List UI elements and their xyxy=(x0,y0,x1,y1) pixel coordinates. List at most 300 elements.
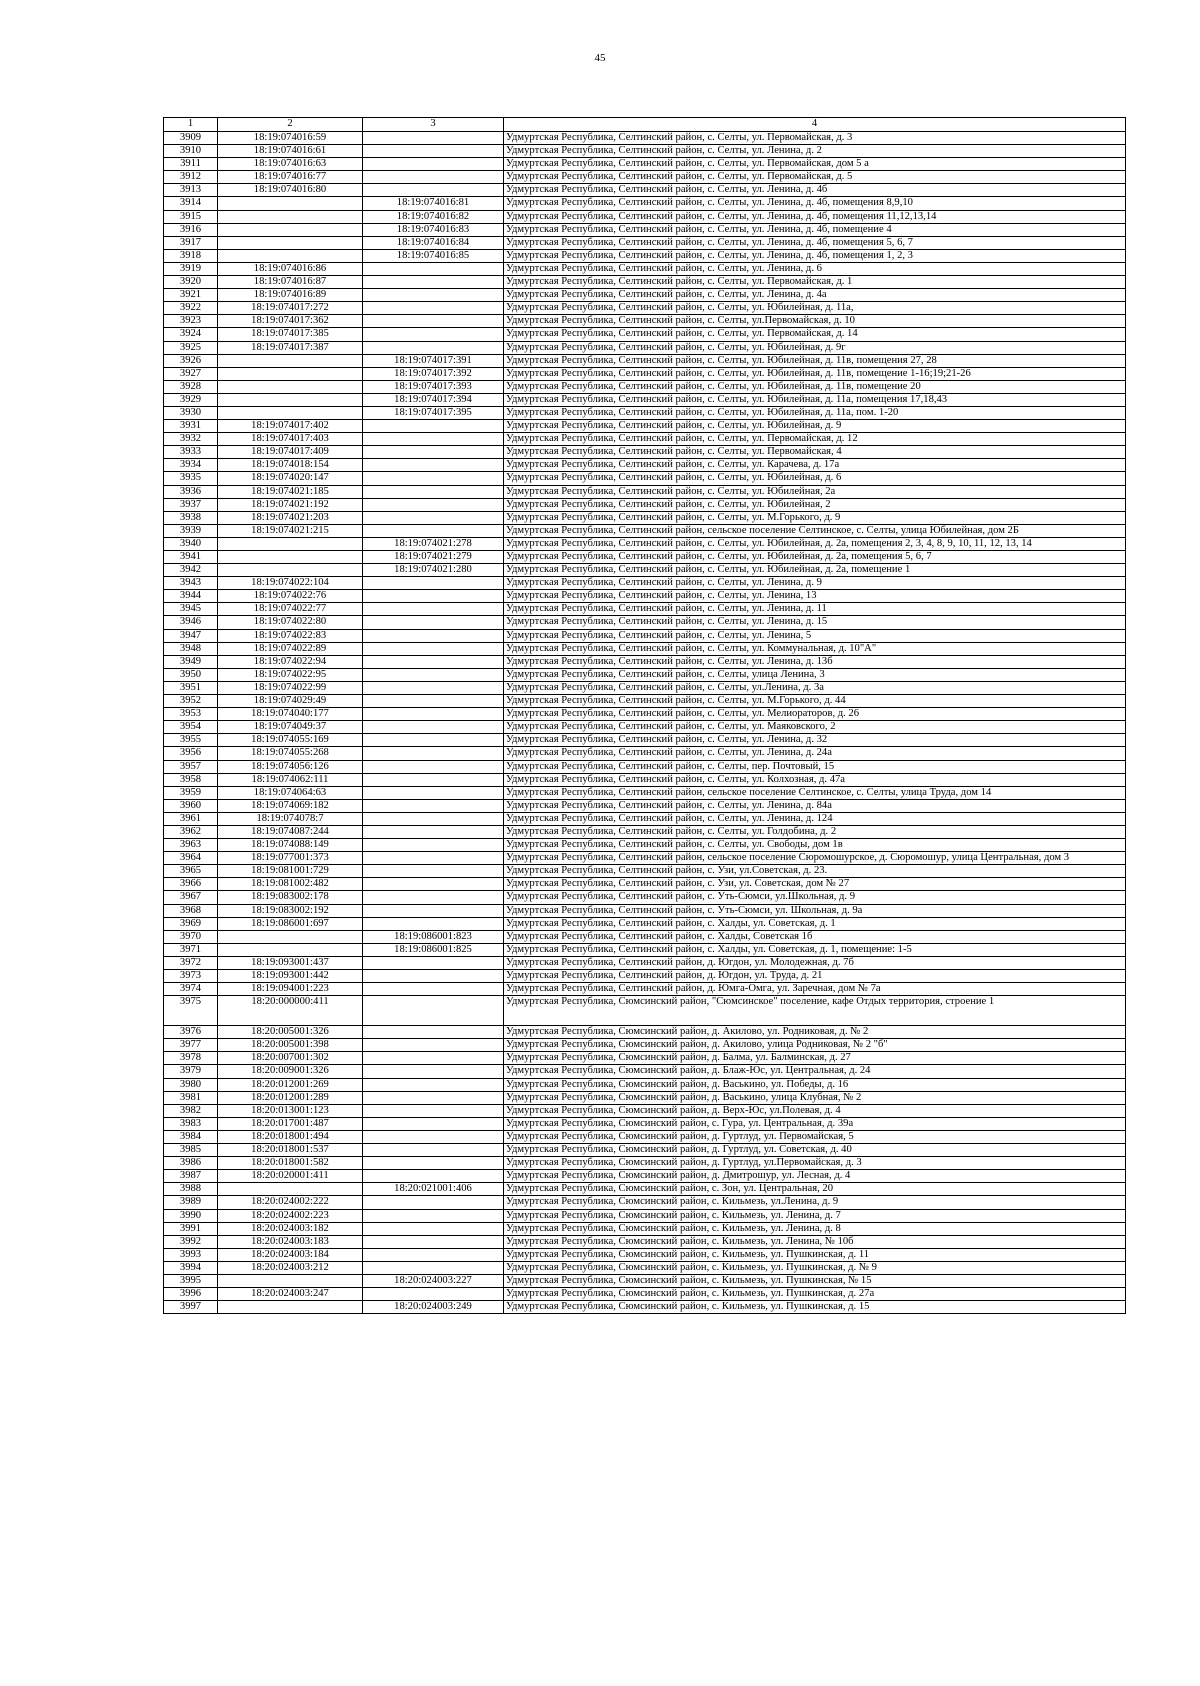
cadastral-number-premises-cell xyxy=(363,721,504,734)
row-number-cell: 3993 xyxy=(164,1248,218,1261)
address-cell: Удмуртская Республика, Селтинский район, с. Селты, ул. Ленина, д. 4б, помещения 1, 2, 3 xyxy=(504,249,1126,262)
cadastral-number-premises-cell xyxy=(363,812,504,825)
cadastral-number-land-cell xyxy=(218,551,363,564)
cadastral-number-land-cell xyxy=(218,393,363,406)
row-number-cell: 3965 xyxy=(164,865,218,878)
cadastral-number-premises-cell xyxy=(363,276,504,289)
address-cell: Удмуртская Республика, Сюмсинский район, д. Дмитрошур, ул. Лесная, д. 4 xyxy=(504,1170,1126,1183)
cadastral-number-land-cell: 18:20:005001:326 xyxy=(218,1026,363,1039)
cadastral-number-premises-cell xyxy=(363,459,504,472)
cadastral-number-land-cell: 18:19:074064:63 xyxy=(218,786,363,799)
cadastral-number-premises-cell xyxy=(363,891,504,904)
row-number-cell: 3963 xyxy=(164,839,218,852)
cadastral-number-premises-cell xyxy=(363,983,504,996)
cadastral-number-premises-cell xyxy=(363,970,504,983)
address-cell: Удмуртская Республика, Селтинский район, с. Селты, ул. Юбилейная, д. 11а, xyxy=(504,302,1126,315)
address-cell: Удмуртская Республика, Селтинский район, с. Селты, ул. Юбилейная, д. 2а, помещения 5, 6, 7 xyxy=(504,551,1126,564)
row-number-cell: 3939 xyxy=(164,524,218,537)
table-row xyxy=(164,1052,1126,1065)
row-number-cell: 3951 xyxy=(164,681,218,694)
address-cell: Удмуртская Республика, Селтинский район, с. Халды, ул. Советская, д. 1, помещение: 1-5 xyxy=(504,943,1126,956)
row-number-cell: 3971 xyxy=(164,943,218,956)
table-row xyxy=(164,1288,1126,1301)
table-row xyxy=(164,380,1126,393)
table-row xyxy=(164,315,1126,328)
row-number-cell: 3927 xyxy=(164,367,218,380)
cadastral-number-land-cell: 18:20:017001:487 xyxy=(218,1117,363,1130)
row-number-cell: 3984 xyxy=(164,1130,218,1143)
address-cell: Удмуртская Республика, Сюмсинский район, д. Акилово, улица Родниковая, № 2 "б" xyxy=(504,1039,1126,1052)
address-cell: Удмуртская Республика, Селтинский район, с. Уть-Сюмси, ул.Школьная, д. 9 xyxy=(504,891,1126,904)
table-row xyxy=(164,537,1126,550)
row-number-cell: 3934 xyxy=(164,459,218,472)
row-number-cell: 3941 xyxy=(164,551,218,564)
cadastral-number-premises-cell xyxy=(363,904,504,917)
table-row xyxy=(164,721,1126,734)
cadastral-number-premises-cell xyxy=(363,302,504,315)
address-cell: Удмуртская Республика, Селтинский район, д. Югдон, ул. Труда, д. 21 xyxy=(504,970,1126,983)
cadastral-number-premises-cell: 18:19:074016:84 xyxy=(363,236,504,249)
cadastral-number-premises-cell xyxy=(363,511,504,524)
cadastral-number-premises-cell xyxy=(363,171,504,184)
page-number: 45 xyxy=(594,52,606,64)
table-row xyxy=(164,708,1126,721)
cadastral-number-land-cell: 18:19:074078:7 xyxy=(218,812,363,825)
address-cell: Удмуртская Республика, Сюмсинский район, с. Зон, ул. Центральная, 20 xyxy=(504,1183,1126,1196)
cadastral-number-premises-cell xyxy=(363,996,504,1026)
cadastral-number-land-cell: 18:19:094001:223 xyxy=(218,983,363,996)
row-number-cell: 3962 xyxy=(164,825,218,838)
address-cell: Удмуртская Республика, Сюмсинский район, с. Кильмезь, ул. Пушкинская, д. № 9 xyxy=(504,1261,1126,1274)
table-row xyxy=(164,1091,1126,1104)
table-row xyxy=(164,446,1126,459)
cadastral-number-premises-cell xyxy=(363,145,504,158)
address-cell: Удмуртская Республика, Селтинский район, с. Селты, ул. Ленина, д. 24а xyxy=(504,747,1126,760)
address-cell: Удмуртская Республика, Сюмсинский район, д. Верх-Юс, ул.Полевая, д. 4 xyxy=(504,1104,1126,1117)
row-number-cell: 3933 xyxy=(164,446,218,459)
cadastral-number-land-cell: 18:19:074017:385 xyxy=(218,328,363,341)
cadastral-number-premises-cell xyxy=(363,734,504,747)
table-row xyxy=(164,158,1126,171)
row-number-cell: 3966 xyxy=(164,878,218,891)
cadastral-number-land-cell: 18:19:074055:268 xyxy=(218,747,363,760)
address-cell: Удмуртская Республика, Селтинский район, с. Селты, ул. Голдобина, д. 2 xyxy=(504,825,1126,838)
row-number-cell: 3989 xyxy=(164,1196,218,1209)
address-cell: Удмуртская Республика, Селтинский район, с. Селты, ул. Юбилейная, д. 11а, пом. 1-20 xyxy=(504,406,1126,419)
table-row xyxy=(164,760,1126,773)
row-number-cell: 3956 xyxy=(164,747,218,760)
cadastral-number-premises-cell: 18:19:074021:280 xyxy=(363,564,504,577)
row-number-cell: 3916 xyxy=(164,223,218,236)
cadastral-number-land-cell: 18:19:074022:89 xyxy=(218,642,363,655)
table-row xyxy=(164,551,1126,564)
row-number-cell: 3959 xyxy=(164,786,218,799)
cadastral-number-premises-cell xyxy=(363,1170,504,1183)
address-cell: Удмуртская Республика, Селтинский район, с. Селты, ул. Юбилейная, д. 11а, помещения 17,18,43 xyxy=(504,393,1126,406)
cadastral-number-premises-cell xyxy=(363,603,504,616)
row-number-cell: 3937 xyxy=(164,498,218,511)
row-number-cell: 3948 xyxy=(164,642,218,655)
table-row xyxy=(164,1196,1126,1209)
table-row xyxy=(164,891,1126,904)
cadastral-number-premises-cell: 18:20:021001:406 xyxy=(363,1183,504,1196)
address-cell: Удмуртская Республика, Селтинский район, с. Селты, ул. Ленина, д. 15 xyxy=(504,616,1126,629)
table-row xyxy=(164,498,1126,511)
cadastral-number-premises-cell xyxy=(363,1235,504,1248)
row-number-cell: 3926 xyxy=(164,354,218,367)
row-number-cell: 3958 xyxy=(164,773,218,786)
row-number-cell: 3992 xyxy=(164,1235,218,1248)
row-number-cell: 3977 xyxy=(164,1039,218,1052)
cadastral-number-premises-cell xyxy=(363,590,504,603)
address-cell: Удмуртская Республика, Селтинский район, с. Селты, ул. Юбилейная, д. 9г xyxy=(504,341,1126,354)
address-cell: Удмуртская Республика, Сюмсинский район, д. Гуртлуд, ул. Советская, д. 40 xyxy=(504,1144,1126,1157)
cadastral-number-land-cell xyxy=(218,564,363,577)
cadastral-number-land-cell: 18:20:018001:537 xyxy=(218,1144,363,1157)
table-row xyxy=(164,289,1126,302)
table-row xyxy=(164,812,1126,825)
table-row xyxy=(164,904,1126,917)
address-cell: Удмуртская Республика, Сюмсинский район, с. Гура, ул. Центральная, д. 39а xyxy=(504,1117,1126,1130)
cadastral-number-premises-cell xyxy=(363,1065,504,1078)
table-row xyxy=(164,1039,1126,1052)
address-cell: Удмуртская Республика, Селтинский район, с. Селты, ул. Ленина, д. 4б, помещения 5, 6, 7 xyxy=(504,236,1126,249)
column-header-3: 3 xyxy=(363,118,504,132)
table-row xyxy=(164,1157,1126,1170)
row-number-cell: 3940 xyxy=(164,537,218,550)
cadastral-number-land-cell: 18:19:074055:169 xyxy=(218,734,363,747)
table-row xyxy=(164,1235,1126,1248)
table-row xyxy=(164,1261,1126,1274)
row-number-cell: 3967 xyxy=(164,891,218,904)
cadastral-number-land-cell xyxy=(218,1274,363,1287)
address-cell: Удмуртская Республика, Селтинский район, с. Селты, ул. Юбилейная, д. 6 xyxy=(504,472,1126,485)
cadastral-number-land-cell: 18:20:009001:326 xyxy=(218,1065,363,1078)
cadastral-number-land-cell xyxy=(218,223,363,236)
cadastral-number-premises-cell: 18:20:024003:227 xyxy=(363,1274,504,1287)
cadastral-number-premises-cell: 18:19:074017:393 xyxy=(363,380,504,393)
address-cell: Удмуртская Республика, Сюмсинский район, с. Кильмезь, ул. Пушкинская, д. 11 xyxy=(504,1248,1126,1261)
address-cell: Удмуртская Республика, Селтинский район, с. Узи, ул. Советская, дом № 27 xyxy=(504,878,1126,891)
cadastral-number-premises-cell xyxy=(363,184,504,197)
cadastral-number-land-cell: 18:20:024003:183 xyxy=(218,1235,363,1248)
table-row xyxy=(164,616,1126,629)
row-number-cell: 3943 xyxy=(164,577,218,590)
table-row xyxy=(164,668,1126,681)
table-row xyxy=(164,799,1126,812)
cadastral-number-land-cell: 18:20:024003:247 xyxy=(218,1288,363,1301)
table-row xyxy=(164,249,1126,262)
address-cell: Удмуртская Республика, Селтинский район, с. Селты, ул. Юбилейная, 2 xyxy=(504,498,1126,511)
table-row xyxy=(164,839,1126,852)
address-cell: Удмуртская Республика, Селтинский район, с. Селты, ул. Юбилейная, д. 9 xyxy=(504,420,1126,433)
cadastral-number-premises-cell: 18:19:074016:82 xyxy=(363,210,504,223)
cadastral-number-land-cell: 18:19:074017:409 xyxy=(218,446,363,459)
cadastral-number-premises-cell xyxy=(363,420,504,433)
row-number-cell: 3957 xyxy=(164,760,218,773)
cadastral-number-premises-cell xyxy=(363,760,504,773)
address-cell: Удмуртская Республика, Селтинский район, д. Юмга-Омга, ул. Заречная, дом № 7а xyxy=(504,983,1126,996)
table-row xyxy=(164,1248,1126,1261)
table-row xyxy=(164,1065,1126,1078)
row-number-cell: 3975 xyxy=(164,996,218,1026)
table-row xyxy=(164,1144,1126,1157)
cadastral-number-premises-cell xyxy=(363,1117,504,1130)
cadastral-number-premises-cell xyxy=(363,328,504,341)
cadastral-number-premises-cell: 18:20:024003:249 xyxy=(363,1301,504,1314)
address-cell: Удмуртская Республика, Селтинский район, с. Селты, ул. Свободы, дом 1в xyxy=(504,839,1126,852)
cadastral-number-land-cell: 18:20:000000:411 xyxy=(218,996,363,1026)
row-number-cell: 3987 xyxy=(164,1170,218,1183)
cadastral-number-premises-cell xyxy=(363,747,504,760)
cadastral-number-land-cell: 18:20:012001:289 xyxy=(218,1091,363,1104)
table-row xyxy=(164,276,1126,289)
table-row xyxy=(164,485,1126,498)
cadastral-number-land-cell: 18:19:074022:76 xyxy=(218,590,363,603)
cadastral-number-land-cell: 18:19:074016:80 xyxy=(218,184,363,197)
row-number-cell: 3925 xyxy=(164,341,218,354)
cadastral-number-land-cell xyxy=(218,367,363,380)
cadastral-number-land-cell xyxy=(218,197,363,210)
cadastral-number-land-cell xyxy=(218,1301,363,1314)
column-header-1: 1 xyxy=(164,118,218,132)
table-row xyxy=(164,590,1126,603)
table-body xyxy=(164,132,1126,1314)
table-row xyxy=(164,852,1126,865)
cadastral-number-land-cell: 18:20:018001:494 xyxy=(218,1130,363,1143)
address-cell: Удмуртская Республика, Селтинский район, с. Селты, ул. Ленина, д. 32 xyxy=(504,734,1126,747)
cadastral-number-premises-cell xyxy=(363,1078,504,1091)
cadastral-number-premises-cell xyxy=(363,642,504,655)
cadastral-number-premises-cell xyxy=(363,485,504,498)
cadastral-number-premises-cell xyxy=(363,773,504,786)
cadastral-number-premises-cell: 18:19:074021:279 xyxy=(363,551,504,564)
row-number-cell: 3912 xyxy=(164,171,218,184)
cadastral-number-land-cell: 18:20:013001:123 xyxy=(218,1104,363,1117)
cadastral-number-land-cell: 18:19:074017:272 xyxy=(218,302,363,315)
row-number-cell: 3995 xyxy=(164,1274,218,1287)
table-row xyxy=(164,786,1126,799)
cadastral-number-land-cell: 18:19:074022:99 xyxy=(218,681,363,694)
row-number-cell: 3931 xyxy=(164,420,218,433)
row-number-cell: 3914 xyxy=(164,197,218,210)
row-number-cell: 3978 xyxy=(164,1052,218,1065)
cadastral-number-premises-cell xyxy=(363,524,504,537)
table-row xyxy=(164,393,1126,406)
row-number-cell: 3954 xyxy=(164,721,218,734)
cadastral-number-land-cell: 18:19:074069:182 xyxy=(218,799,363,812)
table-row xyxy=(164,996,1126,1026)
cadastral-number-premises-cell xyxy=(363,825,504,838)
address-cell: Удмуртская Республика, Сюмсинский район, д. Васькино, улица Клубная, № 2 xyxy=(504,1091,1126,1104)
address-cell: Удмуртская Республика, Селтинский район, с. Селты, ул. Колхозная, д. 47а xyxy=(504,773,1126,786)
cadastral-number-premises-cell xyxy=(363,668,504,681)
row-number-cell: 3928 xyxy=(164,380,218,393)
address-cell: Удмуртская Республика, Селтинский район, с. Селты, ул. Юбилейная, д. 11в, помещение 1-16;19;21-26 xyxy=(504,367,1126,380)
address-cell: Удмуртская Республика, Селтинский район, с. Селты, ул. Ленина, 5 xyxy=(504,629,1126,642)
cadastral-number-land-cell: 18:20:024002:222 xyxy=(218,1196,363,1209)
cadastral-number-premises-cell xyxy=(363,498,504,511)
row-number-cell: 3983 xyxy=(164,1117,218,1130)
address-cell: Удмуртская Республика, Сюмсинский район, с. Кильмезь, ул. Ленина, № 10б xyxy=(504,1235,1126,1248)
address-cell: Удмуртская Республика, Селтинский район, с. Селты, ул. Первомайская, дом 5 а xyxy=(504,158,1126,171)
row-number-cell: 3955 xyxy=(164,734,218,747)
header-row xyxy=(164,118,1126,132)
table-row xyxy=(164,564,1126,577)
table-row xyxy=(164,917,1126,930)
cadastral-number-land-cell: 18:19:074017:402 xyxy=(218,420,363,433)
cadastral-number-premises-cell xyxy=(363,629,504,642)
address-cell: Удмуртская Республика, Сюмсинский район, д. Акилово, ул. Родниковая, д. № 2 xyxy=(504,1026,1126,1039)
cadastral-number-premises-cell xyxy=(363,1222,504,1235)
cadastral-number-premises-cell: 18:19:074017:394 xyxy=(363,393,504,406)
table-row xyxy=(164,341,1126,354)
cadastral-number-land-cell: 18:19:093001:437 xyxy=(218,956,363,969)
registry-table xyxy=(163,117,1126,1314)
cadastral-number-land-cell xyxy=(218,380,363,393)
cadastral-number-premises-cell xyxy=(363,799,504,812)
cadastral-number-land-cell: 18:20:005001:398 xyxy=(218,1039,363,1052)
row-number-cell: 3936 xyxy=(164,485,218,498)
cadastral-number-premises-cell xyxy=(363,472,504,485)
table-row xyxy=(164,747,1126,760)
address-cell: Удмуртская Республика, Селтинский район, с. Селты, ул. М.Горького, д. 9 xyxy=(504,511,1126,524)
address-cell: Удмуртская Республика, Селтинский район, с. Селты, ул. Ленина, д. 4б, помещения 8,9,10 xyxy=(504,197,1126,210)
column-header-2: 2 xyxy=(218,118,363,132)
row-number-cell: 3922 xyxy=(164,302,218,315)
table-row xyxy=(164,970,1126,983)
row-number-cell: 3981 xyxy=(164,1091,218,1104)
cadastral-number-land-cell: 18:19:074016:63 xyxy=(218,158,363,171)
table-row xyxy=(164,328,1126,341)
cadastral-number-premises-cell xyxy=(363,695,504,708)
table-row xyxy=(164,655,1126,668)
row-number-cell: 3980 xyxy=(164,1078,218,1091)
address-cell: Удмуртская Республика, Селтинский район, с. Селты, ул. Карачева, д. 17а xyxy=(504,459,1126,472)
table-row xyxy=(164,577,1126,590)
row-number-cell: 3924 xyxy=(164,328,218,341)
cadastral-number-land-cell xyxy=(218,354,363,367)
cadastral-number-land-cell xyxy=(218,210,363,223)
cadastral-number-land-cell xyxy=(218,1183,363,1196)
address-cell: Удмуртская Республика, Селтинский район, с. Селты, ул. Первомайская, 4 xyxy=(504,446,1126,459)
table-row xyxy=(164,210,1126,223)
row-number-cell: 3930 xyxy=(164,406,218,419)
cadastral-number-land-cell xyxy=(218,943,363,956)
cadastral-number-premises-cell xyxy=(363,341,504,354)
row-number-cell: 3944 xyxy=(164,590,218,603)
row-number-cell: 3935 xyxy=(164,472,218,485)
table-row xyxy=(164,1274,1126,1287)
cadastral-number-premises-cell: 18:19:074016:85 xyxy=(363,249,504,262)
row-number-cell: 3911 xyxy=(164,158,218,171)
address-cell: Удмуртская Республика, Селтинский район, с. Селты, ул. Маяковского, 2 xyxy=(504,721,1126,734)
cadastral-number-land-cell: 18:19:074016:87 xyxy=(218,276,363,289)
cadastral-number-land-cell: 18:19:083002:192 xyxy=(218,904,363,917)
address-cell: Удмуртская Республика, Сюмсинский район, с. Кильмезь, ул. Пушкинская, № 15 xyxy=(504,1274,1126,1287)
address-cell: Удмуртская Республика, Селтинский район, с. Селты, ул. Ленина, 13 xyxy=(504,590,1126,603)
cadastral-number-premises-cell: 18:19:074017:392 xyxy=(363,367,504,380)
cadastral-number-land-cell: 18:19:081001:729 xyxy=(218,865,363,878)
row-number-cell: 3946 xyxy=(164,616,218,629)
address-cell: Удмуртская Республика, Сюмсинский район, с. Кильмезь, ул. Пушкинская, д. 27а xyxy=(504,1288,1126,1301)
address-cell: Удмуртская Республика, Селтинский район, сельское поселение Сюромошурское, д. Сюромошур, улица Центральная, дом 3 xyxy=(504,852,1126,865)
cadastral-number-premises-cell xyxy=(363,1104,504,1117)
column-header-4: 4 xyxy=(504,118,1126,132)
table-row xyxy=(164,262,1126,275)
row-number-cell: 3982 xyxy=(164,1104,218,1117)
table-row xyxy=(164,1301,1126,1314)
cadastral-number-land-cell: 18:19:074056:126 xyxy=(218,760,363,773)
table-row xyxy=(164,825,1126,838)
row-number-cell: 3970 xyxy=(164,930,218,943)
cadastral-number-land-cell: 18:19:074021:192 xyxy=(218,498,363,511)
row-number-cell: 3969 xyxy=(164,917,218,930)
table-row xyxy=(164,956,1126,969)
row-number-cell: 3929 xyxy=(164,393,218,406)
row-number-cell: 3913 xyxy=(164,184,218,197)
cadastral-number-premises-cell xyxy=(363,1209,504,1222)
table-row xyxy=(164,367,1126,380)
cadastral-number-premises-cell xyxy=(363,158,504,171)
cadastral-number-land-cell: 18:19:074017:362 xyxy=(218,315,363,328)
cadastral-number-premises-cell xyxy=(363,1261,504,1274)
cadastral-number-land-cell: 18:19:074040:177 xyxy=(218,708,363,721)
address-cell: Удмуртская Республика, Сюмсинский район, с. Кильмезь, ул. Пушкинская, д. 15 xyxy=(504,1301,1126,1314)
cadastral-number-premises-cell xyxy=(363,708,504,721)
address-cell: Удмуртская Республика, Селтинский район, с. Селты, ул. Ленина, д. 84а xyxy=(504,799,1126,812)
row-number-cell: 3988 xyxy=(164,1183,218,1196)
cadastral-number-premises-cell xyxy=(363,315,504,328)
address-cell: Удмуртская Республика, Селтинский район, с. Халды, ул. Советская, д. 1 xyxy=(504,917,1126,930)
row-number-cell: 3979 xyxy=(164,1065,218,1078)
table-row xyxy=(164,223,1126,236)
table-row xyxy=(164,145,1126,158)
cadastral-number-land-cell: 18:19:074021:215 xyxy=(218,524,363,537)
address-cell: Удмуртская Республика, Селтинский район, с. Селты, ул. Ленина, д. 2 xyxy=(504,145,1126,158)
address-cell: Удмуртская Республика, Селтинский район, с. Селты, ул. Ленина, д. 4б xyxy=(504,184,1126,197)
cadastral-number-land-cell: 18:20:024003:184 xyxy=(218,1248,363,1261)
address-cell: Удмуртская Республика, Селтинский район, с. Селты, ул. Ленина, д. 11 xyxy=(504,603,1126,616)
row-number-cell: 3974 xyxy=(164,983,218,996)
address-cell: Удмуртская Республика, Селтинский район, с. Селты, ул. Первомайская, д. 12 xyxy=(504,433,1126,446)
table-row xyxy=(164,472,1126,485)
cadastral-number-land-cell: 18:19:074022:77 xyxy=(218,603,363,616)
address-cell: Удмуртская Республика, Селтинский район, с. Селты, ул. Ленина, д. 9 xyxy=(504,577,1126,590)
cadastral-number-land-cell: 18:19:074016:61 xyxy=(218,145,363,158)
row-number-cell: 3945 xyxy=(164,603,218,616)
cadastral-number-premises-cell xyxy=(363,956,504,969)
table-row xyxy=(164,1117,1126,1130)
cadastral-number-land-cell: 18:20:012001:269 xyxy=(218,1078,363,1091)
cadastral-number-land-cell: 18:19:074029:49 xyxy=(218,695,363,708)
table-row xyxy=(164,642,1126,655)
address-cell: Удмуртская Республика, Сюмсинский район, "Сюмсинское" поселение, кафе Отдых территория, строение 1 xyxy=(504,996,1126,1026)
table-row xyxy=(164,734,1126,747)
table-row xyxy=(164,433,1126,446)
table-row xyxy=(164,171,1126,184)
address-cell: Удмуртская Республика, Сюмсинский район, д. Васькино, ул. Победы, д. 16 xyxy=(504,1078,1126,1091)
cadastral-number-land-cell: 18:20:024003:212 xyxy=(218,1261,363,1274)
table-row xyxy=(164,681,1126,694)
address-cell: Удмуртская Республика, Селтинский район, с. Селты, ул. Ленина, д. 13б xyxy=(504,655,1126,668)
address-cell: Удмуртская Республика, Сюмсинский район, с. Кильмезь, ул. Ленина, д. 7 xyxy=(504,1209,1126,1222)
cadastral-number-premises-cell xyxy=(363,1091,504,1104)
row-number-cell: 3932 xyxy=(164,433,218,446)
address-cell: Удмуртская Республика, Селтинский район, с. Селты, ул. Юбилейная, д. 11в, помещения 27, 28 xyxy=(504,354,1126,367)
row-number-cell: 3973 xyxy=(164,970,218,983)
cadastral-number-land-cell: 18:20:018001:582 xyxy=(218,1157,363,1170)
